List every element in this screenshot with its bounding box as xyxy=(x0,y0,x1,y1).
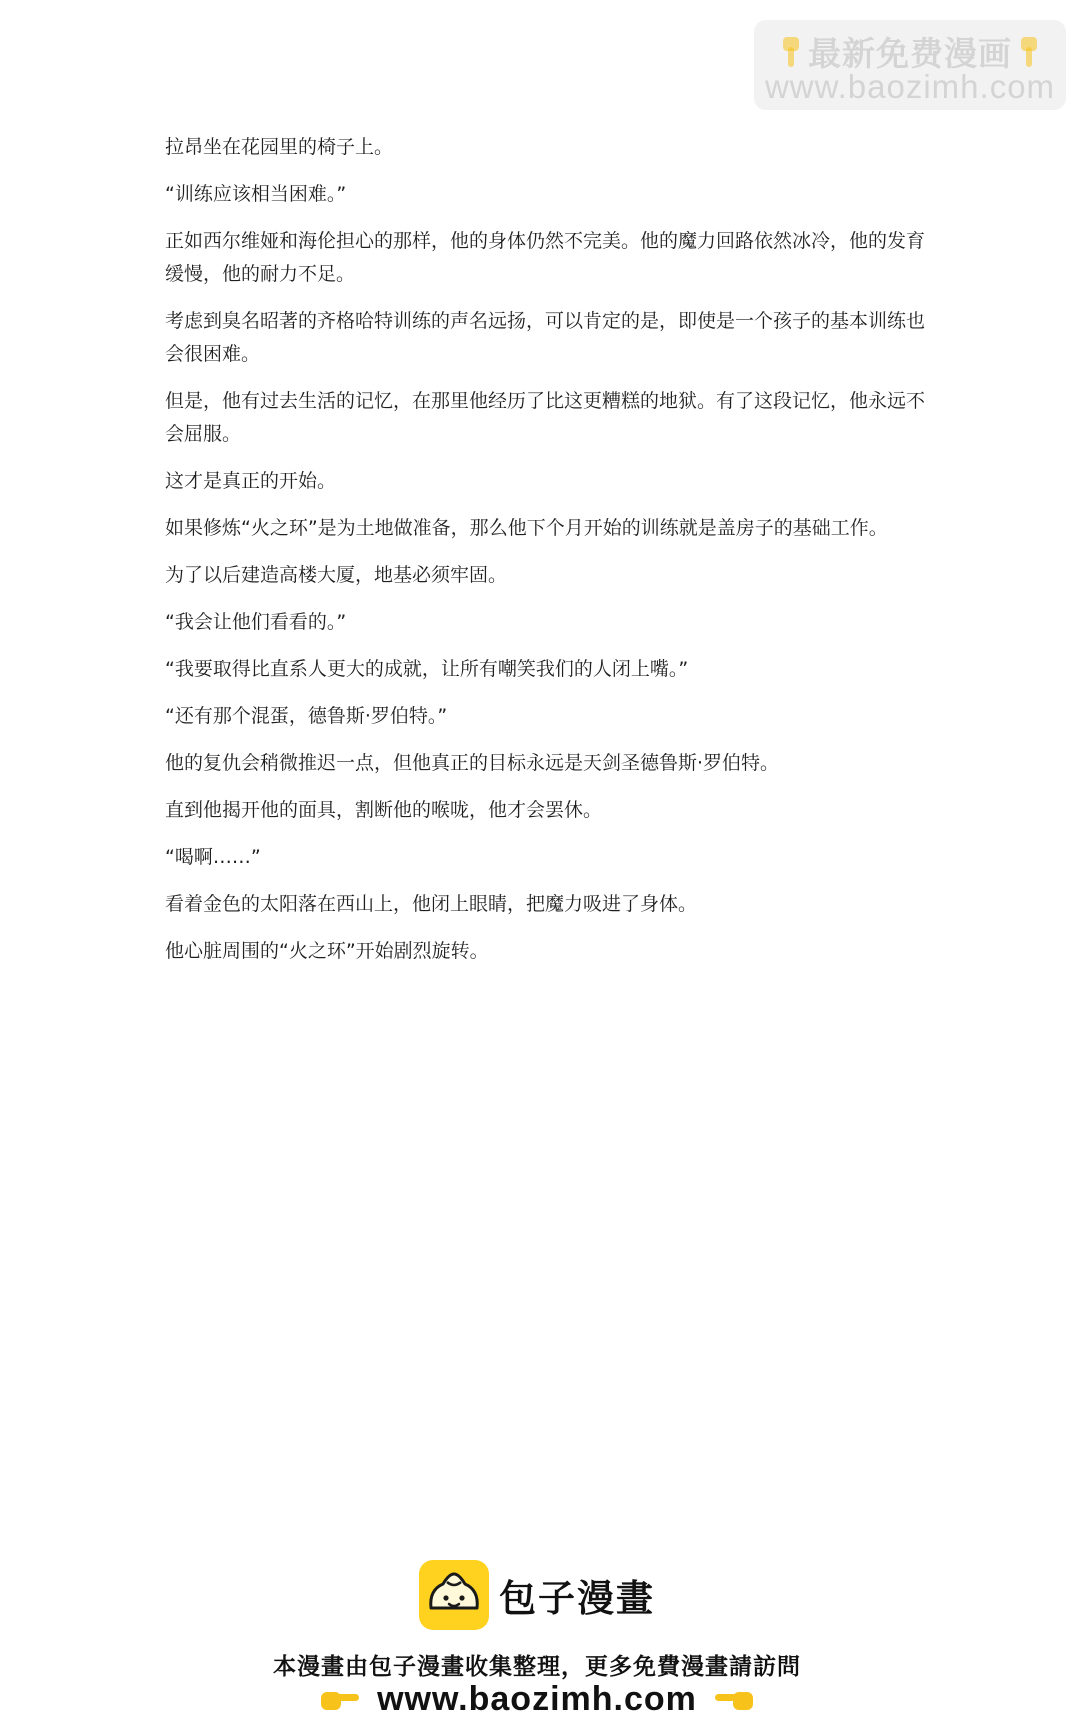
article-paragraph: 正如西尔维娅和海伦担心的那样，他的身体仍然不完美。他的魔力回路依然冰冷，他的发育缓慢，他的耐力不足。 xyxy=(165,230,926,285)
article-paragraph: “还有那个混蛋，德鲁斯·罗伯特。” xyxy=(165,705,448,727)
article-paragraph: “喝啊……” xyxy=(165,846,261,868)
baozi-logo-icon xyxy=(419,1560,489,1630)
footer-url-row xyxy=(0,1680,1074,1719)
watermark-url: www.baozimh.com xyxy=(764,68,1056,105)
site-footer xyxy=(0,1560,1074,1719)
brand-row xyxy=(0,1560,1074,1630)
pointing-down-hand-icon xyxy=(1016,35,1042,69)
article-paragraph: 他心脏周围的“火之环”开始剧烈旋转。 xyxy=(165,940,489,962)
watermark-title: 最新免费漫画 xyxy=(808,34,1012,73)
article-body xyxy=(165,131,925,982)
article-paragraph: 如果修炼“火之环”是为土地做准备，那么他下个月开始的训练就是盖房子的基础工作。 xyxy=(165,517,888,539)
article-paragraph: 直到他揭开他的面具，割断他的喉咙，他才会罢休。 xyxy=(165,799,603,821)
article-paragraph: 但是，他有过去生活的记忆，在那里他经历了比这更糟糕的地狱。有了这段记忆，他永远不会屈服。 xyxy=(165,390,926,445)
brand-name: 包子漫畫 xyxy=(499,1577,655,1620)
article-paragraph: 为了以后建造高楼大厦，地基必须牢固。 xyxy=(165,564,508,586)
article-paragraph: 拉昂坐在花园里的椅子上。 xyxy=(165,136,394,158)
article-paragraph: “我要取得比直系人更大的成就，让所有嘲笑我们的人闭上嘴。” xyxy=(165,658,689,680)
article-paragraph: 他的复仇会稍微推迟一点，但他真正的目标永远是天剑圣德鲁斯·罗伯特。 xyxy=(165,752,780,774)
article-paragraph: “训练应该相当困难。” xyxy=(165,183,347,205)
pointing-down-hand-icon xyxy=(778,35,804,69)
footer-note: 本漫畫由包子漫畫收集整理，更多免費漫畫請訪問 xyxy=(273,1654,801,1680)
watermark-banner xyxy=(754,20,1066,110)
article-paragraph: 这才是真正的开始。 xyxy=(165,470,337,492)
footer-url-link[interactable]: www.baozimh.com xyxy=(377,1680,697,1718)
article-paragraph: “我会让他们看看的。” xyxy=(165,611,347,633)
article-paragraph: 看着金色的太阳落在西山上，他闭上眼睛，把魔力吸进了身体。 xyxy=(165,893,698,915)
article-paragraph: 考虑到臭名昭著的齐格哈特训练的声名远扬，可以肯定的是，即使是一个孩子的基本训练也会很困难。 xyxy=(165,310,926,365)
pointing-left-hand-icon xyxy=(713,1684,755,1716)
pointing-right-hand-icon xyxy=(319,1684,361,1716)
